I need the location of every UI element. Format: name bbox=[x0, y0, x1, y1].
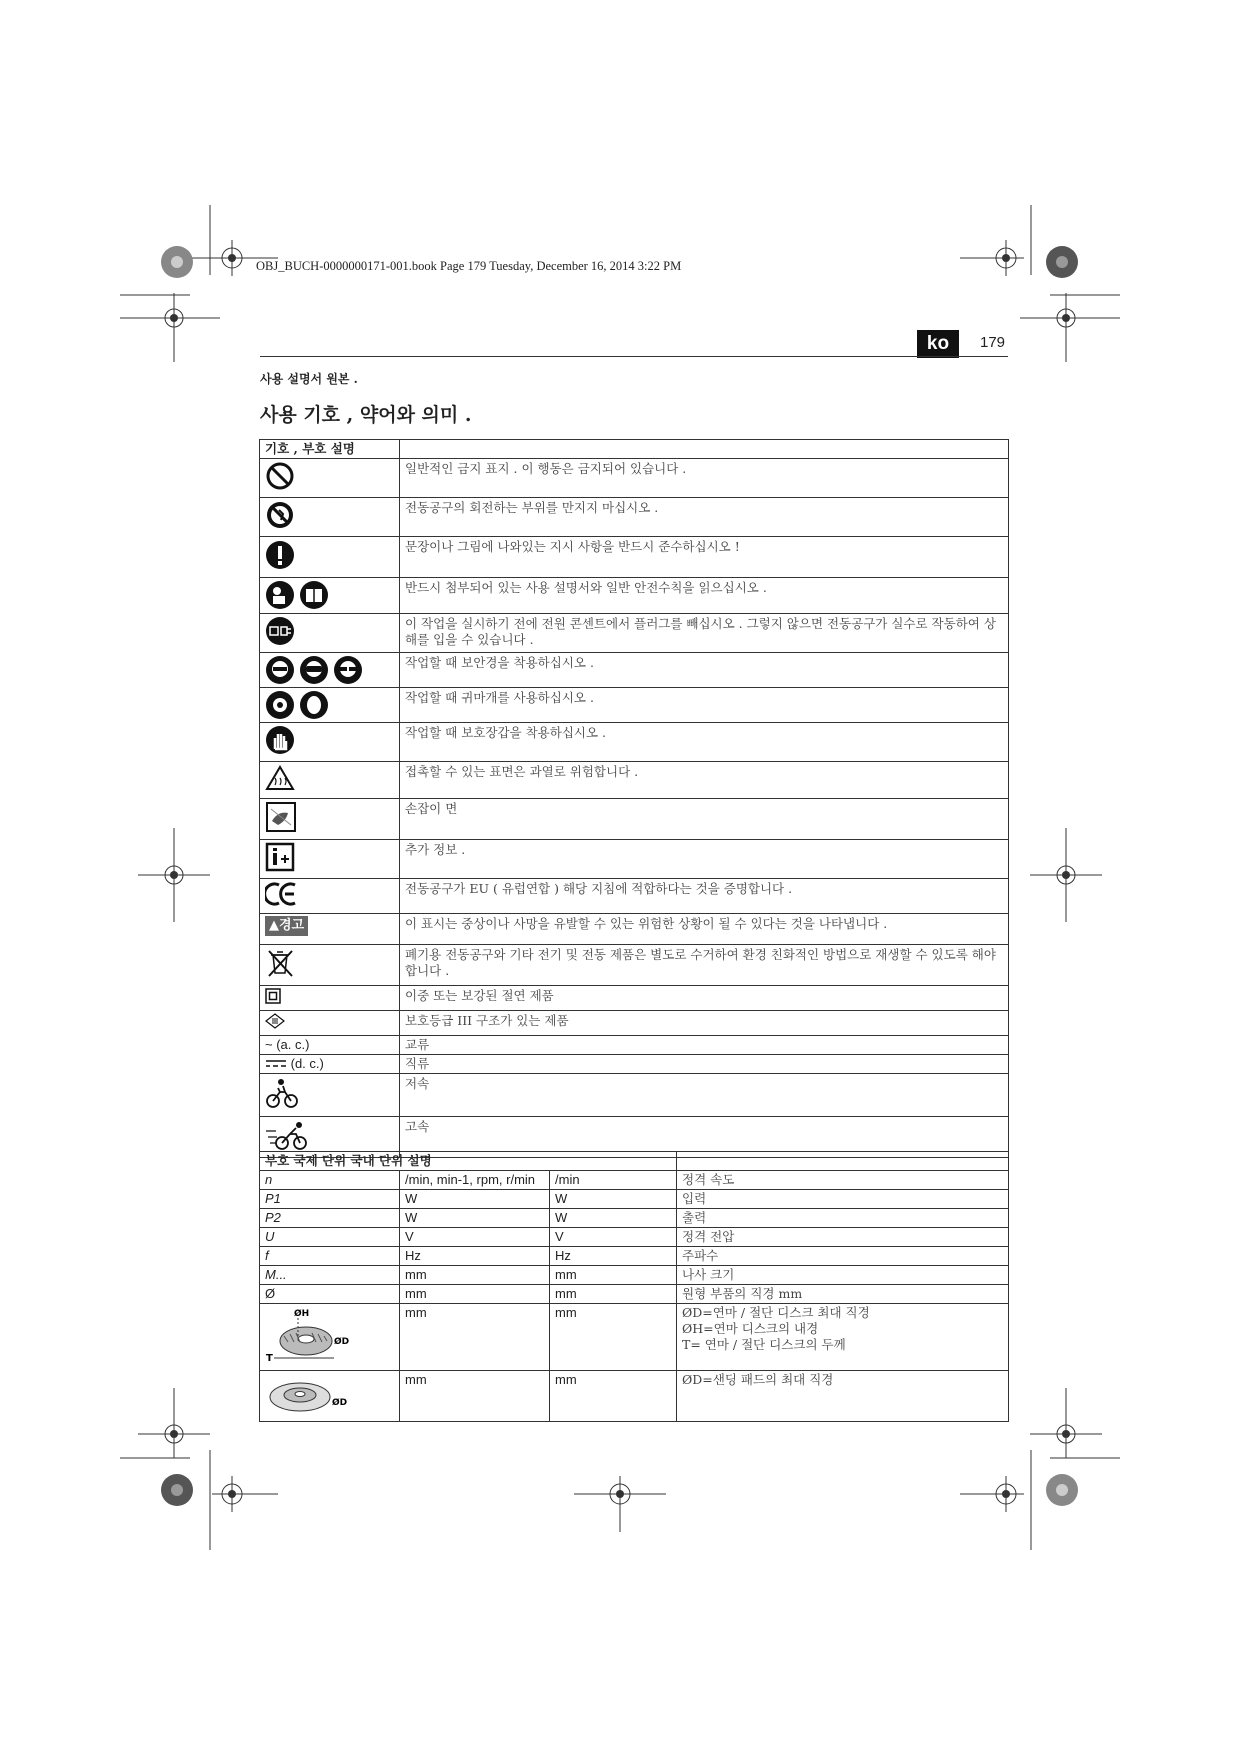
intl-unit: mm bbox=[400, 1304, 550, 1371]
handle-surface-icon bbox=[265, 801, 297, 833]
mandatory-exclamation-icon bbox=[265, 539, 295, 571]
row-description: 이 표시는 중상이나 사망을 유발할 수 있는 위험한 상황이 될 수 있다는 것을 나타냅니다 . bbox=[400, 914, 1009, 945]
protection-class-3-icon bbox=[265, 1013, 285, 1029]
table-row bbox=[260, 1228, 1009, 1247]
table-row bbox=[260, 688, 1009, 723]
unit-symbol: n bbox=[260, 1171, 400, 1190]
national-unit: mm bbox=[550, 1304, 677, 1371]
unit-description: 출력 bbox=[677, 1209, 1009, 1228]
table-row bbox=[260, 1074, 1009, 1117]
sanding-pad-diagram bbox=[264, 1373, 354, 1415]
row-description: 보호등급 III 구조가 있는 제품 bbox=[400, 1011, 1009, 1036]
intl-unit: mm bbox=[400, 1371, 550, 1422]
table-row bbox=[260, 723, 1009, 762]
desc-line: ØD=연마 / 절단 디스크 최대 직경 bbox=[682, 1305, 870, 1320]
diagram-label-oh: ØH bbox=[294, 1309, 310, 1319]
table-row bbox=[260, 986, 1009, 1011]
table-row bbox=[260, 614, 1009, 653]
gloves-icon bbox=[265, 725, 295, 755]
weee-bin-icon bbox=[265, 947, 295, 979]
row-description: 폐기용 전동공구와 기타 전기 및 전동 제품은 별도로 수거하여 환경 친화적인 방법으로 재생할 수 있도록 해야 합니다 . bbox=[400, 945, 1009, 986]
row-description: 문장이나 그림에 나와있는 지시 사항을 반드시 준수하십시오 ! bbox=[400, 537, 1009, 578]
book-info-line: OBJ_BUCH-0000000171-001.book Page 179 Tuesday, December 16, 2014 3:22 PM bbox=[256, 259, 682, 273]
document-subtitle: 사용 설명서 원본 . bbox=[260, 372, 358, 386]
table-row bbox=[260, 498, 1009, 537]
national-unit: V bbox=[550, 1228, 677, 1247]
row-description: 작업할 때 귀마개를 사용하십시오 . bbox=[400, 688, 1009, 723]
intl-unit: W bbox=[400, 1209, 550, 1228]
table-row bbox=[260, 1011, 1009, 1036]
table-row bbox=[260, 879, 1009, 914]
unit-description: 원형 부품의 직경 mm bbox=[677, 1285, 1009, 1304]
unit-description: 정격 전압 bbox=[677, 1228, 1009, 1247]
table-row bbox=[260, 1055, 1009, 1074]
high-speed-cyclist-icon bbox=[265, 1119, 309, 1151]
ce-mark-icon bbox=[265, 881, 299, 907]
units-table bbox=[259, 1151, 1009, 1422]
double-insulation-icon bbox=[265, 988, 281, 1004]
do-not-touch-rotating-icon bbox=[265, 500, 295, 530]
table-row bbox=[260, 1171, 1009, 1190]
table-row bbox=[260, 578, 1009, 614]
row-description: 일반적인 금지 표지 . 이 행동은 금지되어 있습니다 . bbox=[400, 459, 1009, 498]
table-row bbox=[260, 1304, 1009, 1371]
national-unit: mm bbox=[550, 1285, 677, 1304]
table-header-row bbox=[260, 440, 1009, 459]
national-unit: /min bbox=[550, 1171, 677, 1190]
ac-symbol: ~ (a. c.) bbox=[260, 1036, 400, 1055]
table-header: 기호 , 부호 설명 bbox=[260, 440, 400, 459]
diagram-label-od: ØD bbox=[332, 1398, 348, 1408]
intl-unit: mm bbox=[400, 1285, 550, 1304]
header-rule bbox=[260, 356, 1008, 357]
unit-symbol: U bbox=[260, 1228, 400, 1247]
intl-unit: W bbox=[400, 1190, 550, 1209]
eye-protection-icon bbox=[265, 655, 394, 685]
national-unit: mm bbox=[550, 1371, 677, 1422]
desc-line: ØH=연마 디스크의 내경 bbox=[682, 1321, 819, 1336]
unplug-icon bbox=[265, 616, 295, 646]
intl-unit: mm bbox=[400, 1266, 550, 1285]
row-description: 직류 bbox=[400, 1055, 1009, 1074]
dc-symbol: (d. c.) bbox=[290, 1056, 324, 1071]
row-description: 이중 또는 보강된 절연 제품 bbox=[400, 986, 1009, 1011]
table-row bbox=[260, 1285, 1009, 1304]
row-description: 교류 bbox=[400, 1036, 1009, 1055]
table-row bbox=[260, 1266, 1009, 1285]
diagram-label-od: ØD bbox=[334, 1337, 350, 1347]
language-badge: ko bbox=[917, 330, 959, 358]
table-row bbox=[260, 653, 1009, 688]
unit-symbol: M... bbox=[260, 1266, 400, 1285]
table-row bbox=[260, 1247, 1009, 1266]
desc-line: T= 연마 / 절단 디스크의 두께 bbox=[682, 1337, 846, 1352]
read-manual-icon bbox=[265, 580, 394, 610]
page-title: 사용 기호 , 약어와 의미 . bbox=[260, 404, 472, 426]
unit-description: 정격 속도 bbox=[677, 1171, 1009, 1190]
table-row bbox=[260, 1371, 1009, 1422]
row-description: 접촉할 수 있는 표면은 과열로 위험합니다 . bbox=[400, 762, 1009, 799]
row-description: 작업할 때 보호장갑을 착용하십시오 . bbox=[400, 723, 1009, 762]
row-description: 저속 bbox=[400, 1074, 1009, 1117]
table-row bbox=[260, 537, 1009, 578]
unit-description: 나사 크기 bbox=[677, 1266, 1009, 1285]
slow-speed-cyclist-icon bbox=[265, 1076, 299, 1110]
national-unit: Hz bbox=[550, 1247, 677, 1266]
symbols-table bbox=[259, 439, 1009, 1158]
table-header-row bbox=[260, 1152, 1009, 1171]
row-description: 전동공구가 EU ( 유럽연합 ) 해당 지침에 적합하다는 것을 증명합니다 . bbox=[400, 879, 1009, 914]
grinding-disc-diagram bbox=[264, 1306, 354, 1364]
table-row bbox=[260, 840, 1009, 879]
table-row bbox=[260, 945, 1009, 986]
row-description: 손잡이 면 bbox=[400, 799, 1009, 840]
national-unit: W bbox=[550, 1209, 677, 1228]
table-row bbox=[260, 459, 1009, 498]
hot-surface-icon bbox=[265, 764, 295, 792]
unit-symbol: f bbox=[260, 1247, 400, 1266]
table-row bbox=[260, 914, 1009, 945]
unit-description: 입력 bbox=[677, 1190, 1009, 1209]
row-description: 추가 정보 . bbox=[400, 840, 1009, 879]
row-description: 고속 bbox=[400, 1117, 1009, 1158]
national-unit: mm bbox=[550, 1266, 677, 1285]
table-row bbox=[260, 762, 1009, 799]
dc-symbol-icon bbox=[265, 1058, 287, 1068]
page-number: 179 bbox=[980, 334, 1006, 351]
national-unit: W bbox=[550, 1190, 677, 1209]
table-row bbox=[260, 1036, 1009, 1055]
info-icon bbox=[265, 842, 295, 872]
row-description: 반드시 첨부되어 있는 사용 설명서와 일반 안전수칙을 읽으십시오 . bbox=[400, 578, 1009, 614]
row-description: 작업할 때 보안경을 착용하십시오 . bbox=[400, 653, 1009, 688]
row-description: 이 작업을 실시하기 전에 전원 콘센트에서 플러그를 빼십시오 . 그렇지 않으면 전동공구가 실수로 작동하여 상해를 입을 수 있습니다 . bbox=[400, 614, 1009, 653]
unit-description: 주파수 bbox=[677, 1247, 1009, 1266]
table-row bbox=[260, 1209, 1009, 1228]
desc-line: ØD=샌딩 패드의 최대 직경 bbox=[682, 1372, 834, 1387]
unit-symbol: P1 bbox=[260, 1190, 400, 1209]
table-row bbox=[260, 799, 1009, 840]
intl-unit: V bbox=[400, 1228, 550, 1247]
table-row bbox=[260, 1190, 1009, 1209]
diagram-label-t: T bbox=[266, 1353, 273, 1364]
prohibited-icon bbox=[265, 461, 295, 491]
ear-protection-icon bbox=[265, 690, 394, 720]
intl-unit: /min, min-1, rpm, r/min bbox=[400, 1171, 550, 1190]
warning-label-icon: ▲경고 bbox=[265, 916, 308, 936]
row-description: 전동공구의 회전하는 부위를 만지지 마십시오 . bbox=[400, 498, 1009, 537]
warning-label-text: 경고 bbox=[279, 918, 305, 933]
unit-symbol: P2 bbox=[260, 1209, 400, 1228]
table-header: 부호 국제 단위 국내 단위 설명 bbox=[260, 1152, 677, 1171]
intl-unit: Hz bbox=[400, 1247, 550, 1266]
unit-symbol: Ø bbox=[260, 1285, 400, 1304]
